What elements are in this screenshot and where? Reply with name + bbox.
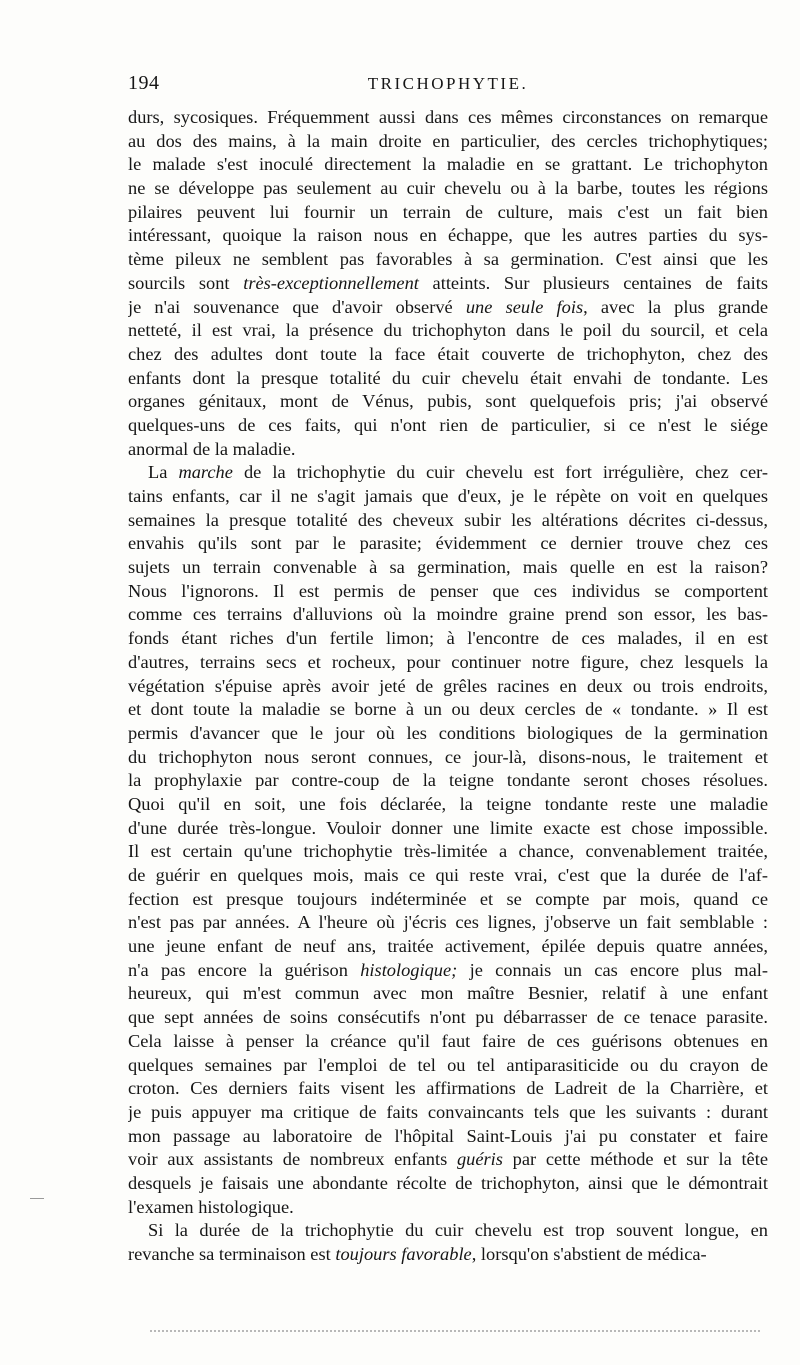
text-line: sujets un terrain convenable à sa germination, mais quelle en est la raison? [128, 557, 768, 578]
text-line: heureux, qui m'est commun avec mon maître Besnier, relatif à une enfant [128, 983, 768, 1004]
text-line: sourcils sont très-exceptionnellement atteints. Sur plusieurs centaines de faits [128, 272, 768, 293]
running-head [128, 72, 768, 102]
text-line: mon passage au laboratoire de l'hôpital Saint-Louis j'ai pu constater et faire [128, 1125, 768, 1146]
text-line: végétation s'épuise après avoir jeté de grêles racines en deux ou trois endroits, [128, 675, 768, 696]
text-line: fonds étant riches d'un fertile limon; à l'encontre de ces malades, il en est [128, 628, 768, 649]
text-line: au dos des mains, à la main droite en particulier, des cercles trichophytiques; [128, 130, 768, 151]
text-line: ne se développe pas seulement au cuir chevelu ou à la barbe, toutes les régions [128, 178, 768, 199]
body-text [128, 106, 768, 1267]
text-line: d'autres, terrains secs et rocheux, pour continuer notre figure, chez lesquels la [128, 651, 768, 672]
text-line: tains enfants, car il ne s'agit jamais que d'eux, je le répète on voit en quelques [128, 486, 768, 506]
text-line: durs, sycosiques. Fréquemment aussi dans ces mêmes circonstances on remarque [128, 107, 768, 127]
running-title: TRICHOPHYTIE. [367, 74, 529, 93]
text-line: semaines la presque totalité des cheveux subir les altérations décrites ci-dessus, [128, 509, 768, 530]
text-line: desquels je faisais une abondante récolte de trichophyton, ainsi que le démontrait [128, 1172, 768, 1193]
text-line: netteté, il est vrai, la présence du trichophyton dans le poil du sourcil, et cela [128, 320, 768, 341]
page-number: 194 [128, 72, 160, 94]
text-line: Il est certain qu'une trichophytie très-limitée a chance, convenablement traitée, [128, 841, 768, 862]
footer-rule [150, 1330, 760, 1332]
text-line: tème pileux ne semblent pas favorables à sa germination. C'est ainsi que les [128, 249, 768, 270]
text-line: La marche de la trichophytie du cuir chevelu est fort irrégulière, chez cer- [148, 462, 768, 483]
text-line: je n'ai souvenance que d'avoir observé une seule fois, avec la plus grande [128, 296, 768, 317]
text-line: du trichophyton nous seront connues, ce jour-là, disons-nous, le traitement et [128, 746, 768, 767]
text-line: Quoi qu'il en soit, une fois déclarée, la teigne tondante reste une maladie [128, 793, 768, 814]
text-line: comme ces terrains d'alluvions où la moindre graine prend son essor, les bas- [128, 604, 768, 625]
text-line: je puis appuyer ma critique de faits convaincants tels que les suivants : durant [128, 1101, 768, 1122]
text-line: permis d'avancer que le jour où les conditions biologiques de la germination [128, 722, 768, 743]
margin-mark [30, 1198, 44, 1199]
text-line: d'une durée très-longue. Vouloir donner une limite exacte est chose impossible. [128, 817, 768, 838]
text-line: revanche sa terminaison est toujours favorable, lorsqu'on s'abstient de médica- [128, 1244, 707, 1264]
text-line: Cela laisse à penser la créance qu'il faut faire de ces guérisons obtenues en [128, 1030, 768, 1051]
text-line: chez des adultes dont toute la face était couverte de trichophyton, chez des [128, 343, 768, 364]
text-line: intéressant, quoique la raison nous en échappe, que les autres parties du sys- [128, 225, 768, 246]
text-line: et dont toute la maladie se borne à un ou deux cercles de « tondante. » Il est [128, 699, 768, 720]
text-line: anormal de la maladie. [128, 438, 296, 459]
text-line: quelques semaines par l'emploi de tel ou tel antiparasiticide ou du crayon de [128, 1054, 768, 1075]
text-line: de guérir en quelques mois, mais ce qui reste vrai, c'est que la durée de l'af- [128, 865, 768, 885]
text-line: envahis qu'ils sont par le parasite; évidemment ce dernier trouve chez ces [128, 533, 768, 554]
text-line: enfants dont la presque totalité du cuir chevelu était envahi de tondante. Les [128, 367, 768, 388]
text-line: organes génitaux, mont de Vénus, pubis, sont quelquefois pris; j'ai observé [128, 391, 768, 412]
text-line: que sept années de soins consécutifs n'ont pu débarrasser de ce tenace parasite. [128, 1007, 768, 1028]
text-line: Si la durée de la trichophytie du cuir chevelu est trop souvent longue, en [148, 1220, 768, 1241]
text-line: l'examen histologique. [128, 1196, 294, 1217]
text-line: n'est pas par années. A l'heure où j'écris ces lignes, j'observe un fait semblable : [128, 912, 768, 933]
text-line: pilaires peuvent lui fournir un terrain de culture, mais c'est un fait bien [128, 201, 768, 222]
text-line: Nous l'ignorons. Il est permis de penser que ces individus se comportent [128, 580, 768, 601]
text-line: une jeune enfant de neuf ans, traitée activement, épilée depuis quatre années, [128, 936, 768, 957]
text-line: la prophylaxie par contre-coup de la teigne tondante seront choses résolues. [128, 770, 768, 791]
text-line: n'a pas encore la guérison histologique; je connais un cas encore plus mal- [128, 959, 768, 980]
text-line: quelques-uns de ces faits, qui n'ont rien de particulier, si ce n'est le siége [128, 414, 768, 435]
text-line: voir aux assistants de nombreux enfants guéris par cette méthode et sur la tête [128, 1149, 768, 1170]
text-line: croton. Ces derniers faits visent les affirmations de Ladreit de la Charrière, et [128, 1078, 768, 1099]
text-line: le malade s'est inoculé directement la maladie en se grattant. Le trichophyton [128, 154, 768, 175]
text-line: fection est presque toujours indéterminée et se compte par mois, quand ce [128, 888, 768, 909]
